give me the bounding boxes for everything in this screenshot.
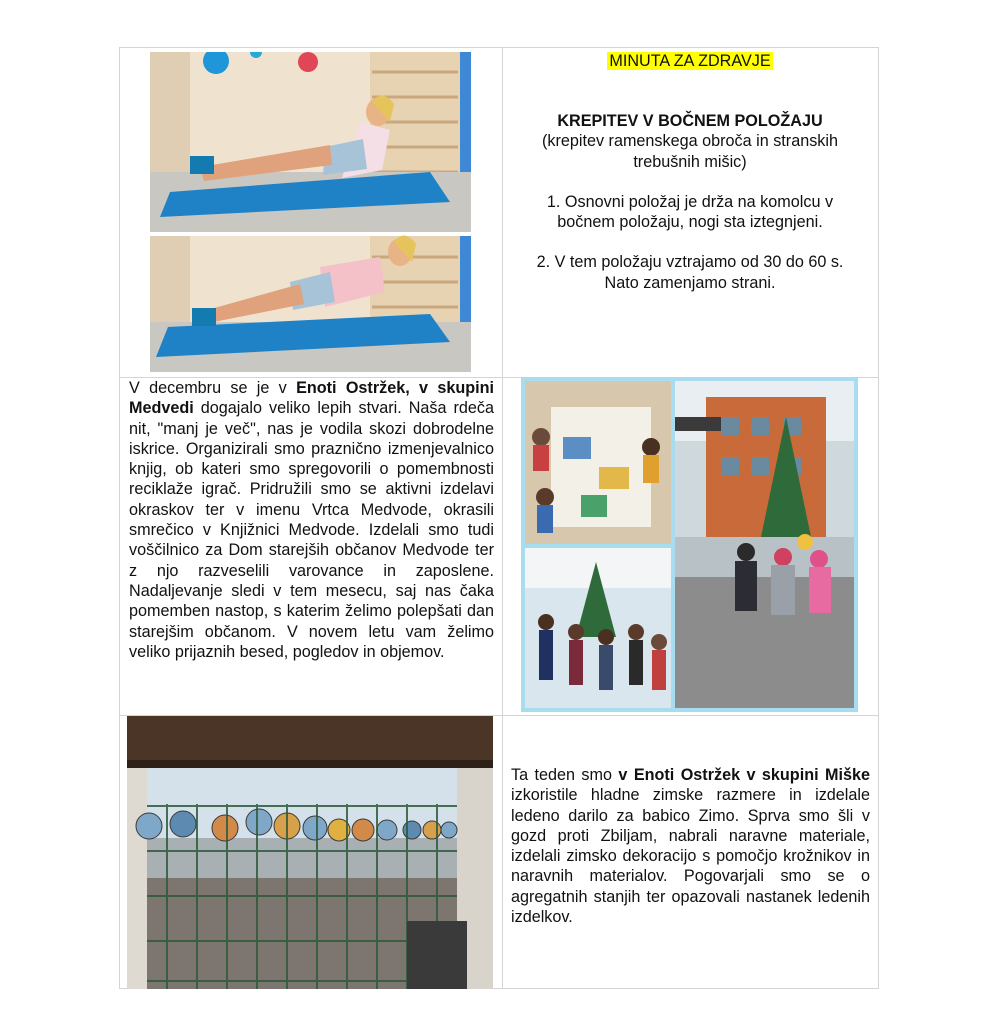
health-minute-section xyxy=(503,51,877,293)
exercise-step-2: 2. V tem položaju vztrajamo od 30 do 60 s. xyxy=(536,253,844,272)
medvedi-group-bold: Enoti Ostržek, v skupini Medvedi xyxy=(129,379,494,418)
exercise-step-2-cont: Nato zamenjamo strani. xyxy=(604,273,776,292)
exercise-step-1: 1. Osnovni položaj je drža na komolcu v bočnem položaju, nogi sta iztegnjeni. xyxy=(546,192,834,232)
medvedi-collage-photo xyxy=(521,377,858,712)
exercise-subtitle: (krepitev ramenskega obroča in stranskih trebušnih mišic) xyxy=(541,132,838,171)
medvedi-article xyxy=(129,378,494,662)
winter-decoration-photo xyxy=(127,716,493,989)
exercise-title: KREPITEV V BOČNEM POLOŽAJU xyxy=(557,112,823,130)
miske-text-1: Ta teden smo xyxy=(511,766,619,784)
medvedi-text-1: V decembru se je v xyxy=(129,379,297,397)
miske-text-2: izkoristile hladne zimske razmere in izdelale ledeno darilo za babico Zimo. Sprva smo šli v gozd proti Zbiljam, nabrali naravne materiale, izdelali zimsko dekoracijo s pomočjo krožnikov in naravnih materialov. Pogovarjali smo se o agregatnih stanjih ter opazovali nastanek ledenih izdelkov. xyxy=(511,786,870,927)
side-plank-photo xyxy=(150,52,471,372)
medvedi-text-2: dogajalo veliko lepih stvari. Naša rdeča nit, "manj je več", nas je vodila skozi dobrodelne iskrice. Organizirali smo praznično izmenjevalnico knjig, ob kateri smo spregovorili o pomembnosti reciklaže igrač. Pridružili smo se aktivni izdelavi okraskov ter v imenu Vrtca Medvode, okrasili smrečico v Knjižnici Medvode. Izdelali smo tudi voščilnico za Dom starejših občanov Medvode ter z njo razveselili varovance in zaposlene. Nadaljevanje sledi v tem mesecu, saj nas čaka pomemben nastop, s katerim želimo polepšati dan starejšim občanom. V novem letu vam želimo veliko prijaznih besed, pogledov in objemov. xyxy=(129,399,494,661)
miske-group-bold: v Enoti Ostržek v skupini Miške xyxy=(618,766,870,784)
miske-article xyxy=(511,765,870,927)
health-banner: MINUTA ZA ZDRAVJE xyxy=(609,52,771,70)
